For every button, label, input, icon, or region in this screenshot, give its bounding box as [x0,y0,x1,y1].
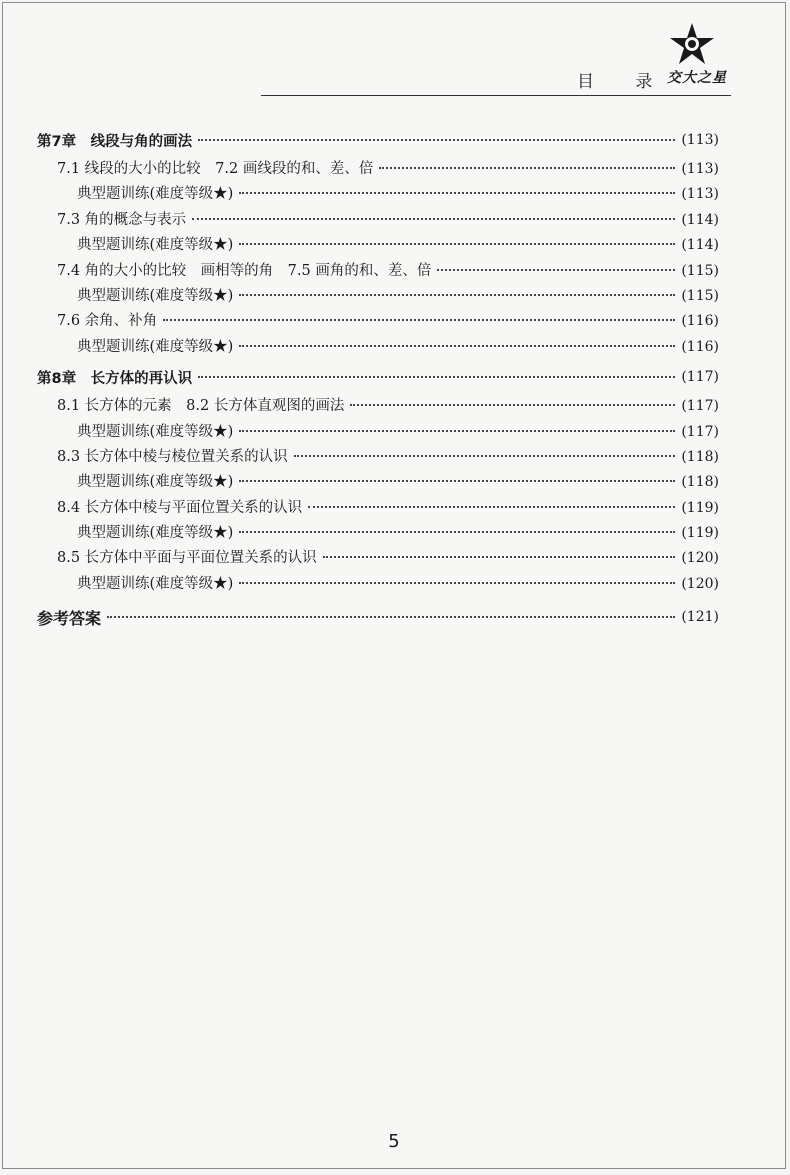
dot-leader [239,480,675,482]
toc-entry-title: 典型题训练(难度等级★) [77,338,234,355]
toc-entry-practice [37,233,719,258]
toc-entry-section [37,445,719,470]
dot-leader [350,404,675,406]
dot-leader [379,167,675,169]
toc-entry-practice [37,335,719,360]
dot-leader [239,294,675,296]
toc-entry-title: 第7章 线段与角的画法 [37,133,193,150]
toc-entry-page: (119) [681,499,719,516]
toc-entry-page: (115) [681,262,719,279]
toc-entry-answers [37,597,719,637]
toc-entry-page: (120) [681,575,719,592]
toc-entry-title: 8.1 长方体的元素 8.2 长方体直观图的画法 [57,398,345,415]
dot-leader [239,430,675,432]
toc-entry-section [37,208,719,233]
dot-leader [239,531,675,533]
toc-entry-page: (117) [681,423,719,440]
toc-entry-page: (118) [681,474,719,491]
toc-entry-page: (118) [681,448,719,465]
toc-entry-page: (116) [681,338,719,355]
page-number: 5 [388,1131,400,1152]
toc-entry-page: (113) [681,161,719,177]
toc-entry-page: (120) [681,550,719,567]
dot-leader [107,616,675,618]
toc-entry-practice [37,182,719,207]
toc-entry-section [37,394,719,419]
toc-entry-section [37,157,719,182]
toc-entry-title: 7.3 角的概念与表示 [57,211,187,228]
toc-entry-section [37,309,719,334]
toc-entry-title: 典型题训练(难度等级★) [77,423,234,440]
page-header-title: 目 录 [577,72,671,92]
toc-entry-title: 参考答案 [37,608,102,628]
toc-entry-title: 典型题训练(难度等级★) [77,474,234,491]
toc-entry-page: (117) [681,369,719,386]
dot-leader [323,556,676,558]
toc-entry-page: (114) [681,237,719,254]
dot-leader [198,139,675,141]
toc-entry-title: 典型题训练(难度等级★) [77,186,234,203]
toc-entry-chapter [37,360,719,394]
toc-entry-page: (114) [681,211,719,228]
toc-entry-page: (113) [681,132,719,148]
toc-entry-page: (119) [681,525,719,542]
toc-entry-chapter [37,123,719,157]
toc-entry-practice [37,572,719,597]
dot-leader [239,345,675,347]
toc-entry-page: (117) [681,398,719,415]
toc-entry-page: (121) [681,609,719,626]
toc-entry-page: (115) [681,287,719,304]
toc-entry-title: 7.1 线段的大小的比较 7.2 画线段的和、差、倍 [57,161,374,177]
dot-leader [308,506,675,508]
toc-entry-title: 典型题训练(难度等级★) [77,237,234,254]
header-divider [261,95,731,96]
toc-entry-section [37,259,719,284]
toc-entry-title: 7.4 角的大小的比较 画相等的角 7.5 画角的和、差、倍 [57,262,432,279]
toc-entry-title: 典型题训练(难度等级★) [77,575,234,592]
dot-leader [294,455,676,457]
toc-entry-title: 7.6 余角、补角 [57,313,158,330]
dot-leader [239,243,675,245]
table-of-contents [37,123,719,637]
dot-leader [198,376,675,378]
toc-entry-title: 8.4 长方体中棱与平面位置关系的认识 [57,499,303,516]
toc-entry-practice [37,521,719,546]
toc-entry-page: (113) [681,186,719,203]
toc-entry-title: 第8章 长方体的再认识 [37,370,193,387]
toc-entry-practice [37,470,719,495]
toc-entry-title: 典型题训练(难度等级★) [77,287,234,304]
document-page [2,2,786,1169]
dot-leader [239,192,675,194]
toc-entry-title: 8.5 长方体中平面与平面位置关系的认识 [57,550,317,567]
toc-entry-title: 8.3 长方体中棱与棱位置关系的认识 [57,448,288,465]
dot-leader [192,218,675,220]
toc-entry-page: (116) [681,313,719,330]
brand-logo-text: 交大之星 [667,70,727,86]
toc-entry-practice [37,420,719,445]
dot-leader [239,582,675,584]
toc-entry-section [37,496,719,521]
toc-entry-practice [37,284,719,309]
star-logo-icon [667,21,717,67]
dot-leader [437,269,675,271]
toc-entry-section [37,546,719,571]
dot-leader [163,319,675,321]
toc-entry-title: 典型题训练(难度等级★) [77,525,234,542]
